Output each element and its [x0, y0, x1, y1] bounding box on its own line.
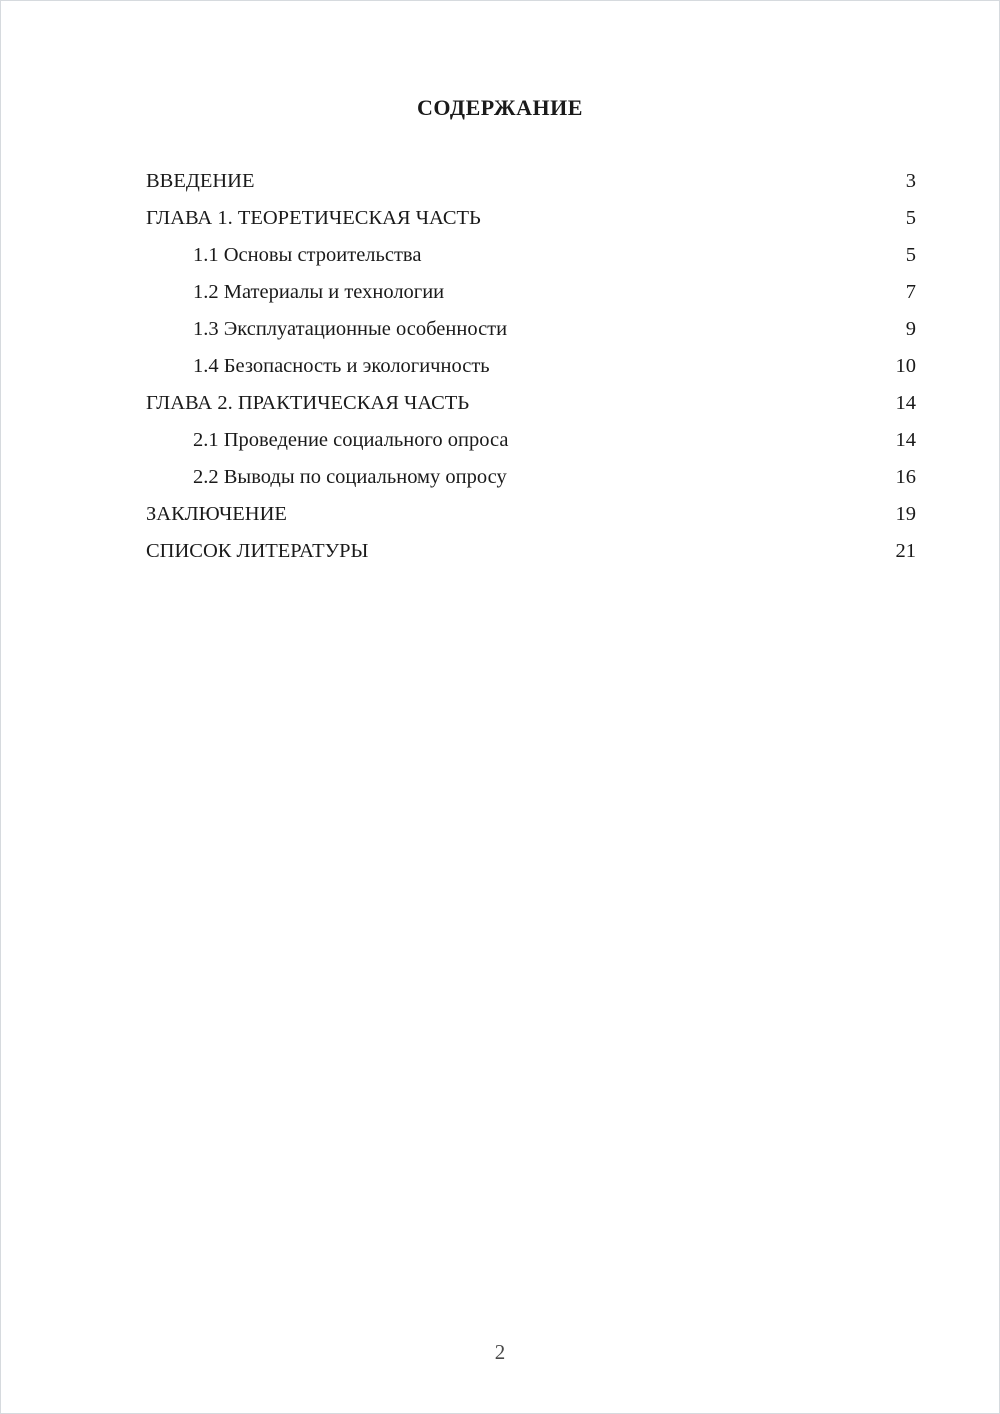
toc-entry-label: 1.3 Эксплуатационные особенности [193, 318, 508, 340]
toc-entry-page-number: 7 [905, 281, 916, 303]
toc-entry-page-number: 14 [895, 392, 916, 414]
toc-entry-page-number: 5 [905, 244, 916, 266]
toc-entry-label: 1.1 Основы строительства [193, 244, 422, 266]
toc-entry [146, 496, 916, 533]
toc-entry [146, 163, 916, 200]
toc-entry [146, 459, 916, 496]
toc-entry-label: СПИСОК ЛИТЕРАТУРЫ [146, 540, 369, 562]
toc-entry-label: 2.2 Выводы по социальному опросу [193, 466, 507, 488]
toc-entry-page-number: 10 [895, 355, 916, 377]
toc-entry [146, 348, 916, 385]
toc-entry-page-number: 16 [895, 466, 916, 488]
page-title: СОДЕРЖАНИЕ [417, 95, 583, 120]
toc-entry-page-number: 14 [895, 429, 916, 451]
toc-entry-label: ГЛАВА 2. ПРАКТИЧЕСКАЯ ЧАСТЬ [146, 392, 470, 414]
footer-page-number: 2 [494, 1340, 506, 1364]
toc-entry [146, 274, 916, 311]
toc-entry-page-number: 19 [895, 503, 916, 525]
toc-entry [146, 311, 916, 348]
toc-entry-label: ЗАКЛЮЧЕНИЕ [146, 503, 287, 525]
toc-entry-label: ВВЕДЕНИЕ [146, 170, 255, 192]
toc-entry-page-number: 5 [905, 207, 916, 229]
toc-entry [146, 533, 916, 570]
toc-entry-page-number: 21 [895, 540, 916, 562]
toc-entry-page-number: 3 [905, 170, 916, 192]
toc-entry-label: 1.2 Материалы и технологии [193, 281, 445, 303]
toc-entry [146, 200, 916, 237]
toc-entry [146, 422, 916, 459]
toc-entry-label: ГЛАВА 1. ТЕОРЕТИЧЕСКАЯ ЧАСТЬ [146, 207, 481, 229]
toc-entry-page-number: 9 [905, 318, 916, 340]
toc-entry-label: 2.1 Проведение социального опроса [193, 429, 509, 451]
table-of-contents [1, 163, 999, 570]
toc-entry [146, 237, 916, 274]
toc-entry-label: 1.4 Безопасность и экологичность [193, 355, 490, 377]
toc-entry [146, 385, 916, 422]
